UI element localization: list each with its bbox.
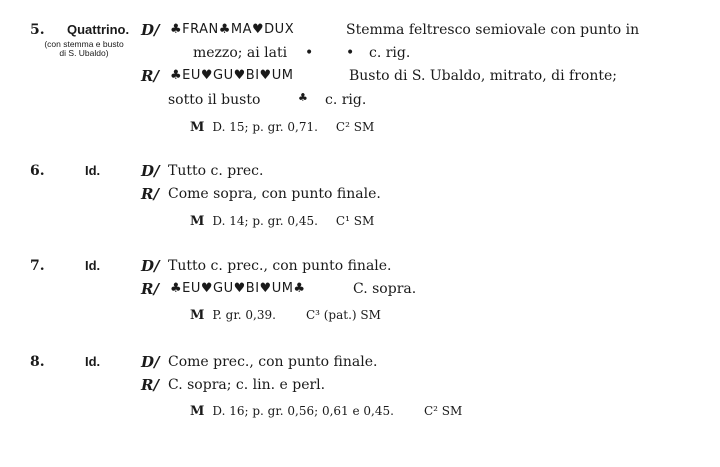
measurements: D. 14; p. gr. 0,45. bbox=[212, 214, 318, 228]
reverse-symbol: R/ bbox=[141, 280, 159, 298]
obverse-description: Tutto c. prec., con punto finale. bbox=[168, 258, 392, 274]
entry-number: 8. bbox=[30, 354, 45, 370]
reverse-description-cont: sotto il busto bbox=[168, 92, 261, 108]
metal: M bbox=[190, 308, 205, 323]
reverse-symbol: R/ bbox=[141, 67, 159, 85]
rarity: C³ (pat.) SM bbox=[305, 308, 381, 322]
metal: M bbox=[190, 120, 205, 135]
rarity: C¹ SM bbox=[335, 214, 375, 228]
obverse-symbol: D/ bbox=[141, 162, 160, 180]
coin-type: Quattrino. bbox=[67, 22, 130, 37]
metal: M bbox=[190, 214, 205, 229]
metal: M bbox=[190, 404, 205, 419]
entry-number: 6. bbox=[30, 163, 45, 179]
entry-number: 5. bbox=[30, 22, 45, 38]
reverse-description: Come sopra, con punto finale. bbox=[168, 186, 381, 202]
coin-details bbox=[190, 404, 462, 419]
measurements: P. gr. 0,39. bbox=[212, 308, 276, 322]
reverse-legend: ♣EU♥GU♥BI♥UM bbox=[170, 68, 294, 83]
reverse-legend: ♣EU♥GU♥BI♥UM♣ bbox=[170, 281, 306, 296]
reverse-edge: c. rig. bbox=[325, 92, 367, 108]
obverse-description: Stemma feltresco semiovale con punto in bbox=[346, 22, 640, 38]
coin-details bbox=[190, 308, 381, 323]
obverse-description: Come prec., con punto finale. bbox=[168, 354, 378, 370]
dot-mark: • bbox=[346, 45, 355, 61]
reverse-description: C. sopra; c. lin. e perl. bbox=[168, 377, 326, 393]
coin-type-note-line: di S. Ubaldo) bbox=[59, 48, 109, 58]
obverse-symbol: D/ bbox=[141, 257, 160, 275]
coin-type: Id. bbox=[85, 258, 101, 273]
obverse-edge: c. rig. bbox=[369, 45, 411, 61]
reverse-symbol: R/ bbox=[141, 376, 159, 394]
entry-number: 7. bbox=[30, 258, 45, 274]
measurements: D. 16; p. gr. 0,56; 0,61 e 0,45. bbox=[212, 404, 394, 418]
obverse-symbol: D/ bbox=[141, 353, 160, 371]
coin-type: Id. bbox=[85, 354, 101, 369]
reverse-description: Busto di S. Ubaldo, mitrato, di fronte; bbox=[349, 68, 617, 84]
measurements: D. 15; p. gr. 0,71. bbox=[212, 120, 318, 134]
reverse-symbol: R/ bbox=[141, 185, 159, 203]
rarity: C² SM bbox=[335, 120, 375, 134]
coin-type-note-line: (con stemma e busto bbox=[44, 39, 124, 49]
rarity: C² SM bbox=[423, 404, 463, 418]
coin-type: Id. bbox=[85, 163, 101, 178]
dot-mark: • bbox=[305, 45, 314, 61]
reverse-description: C. sopra. bbox=[353, 281, 417, 297]
obverse-description-cont: mezzo; ai lati bbox=[193, 45, 288, 61]
coin-type-note bbox=[40, 40, 128, 58]
trefoil-mark: ♣ bbox=[298, 91, 308, 104]
coin-details bbox=[190, 120, 374, 135]
obverse-legend: ♣FRAN♣MA♥DUX bbox=[170, 22, 295, 37]
coin-details bbox=[190, 214, 374, 229]
obverse-symbol: D/ bbox=[141, 21, 160, 39]
obverse-description: Tutto c. prec. bbox=[168, 163, 264, 179]
